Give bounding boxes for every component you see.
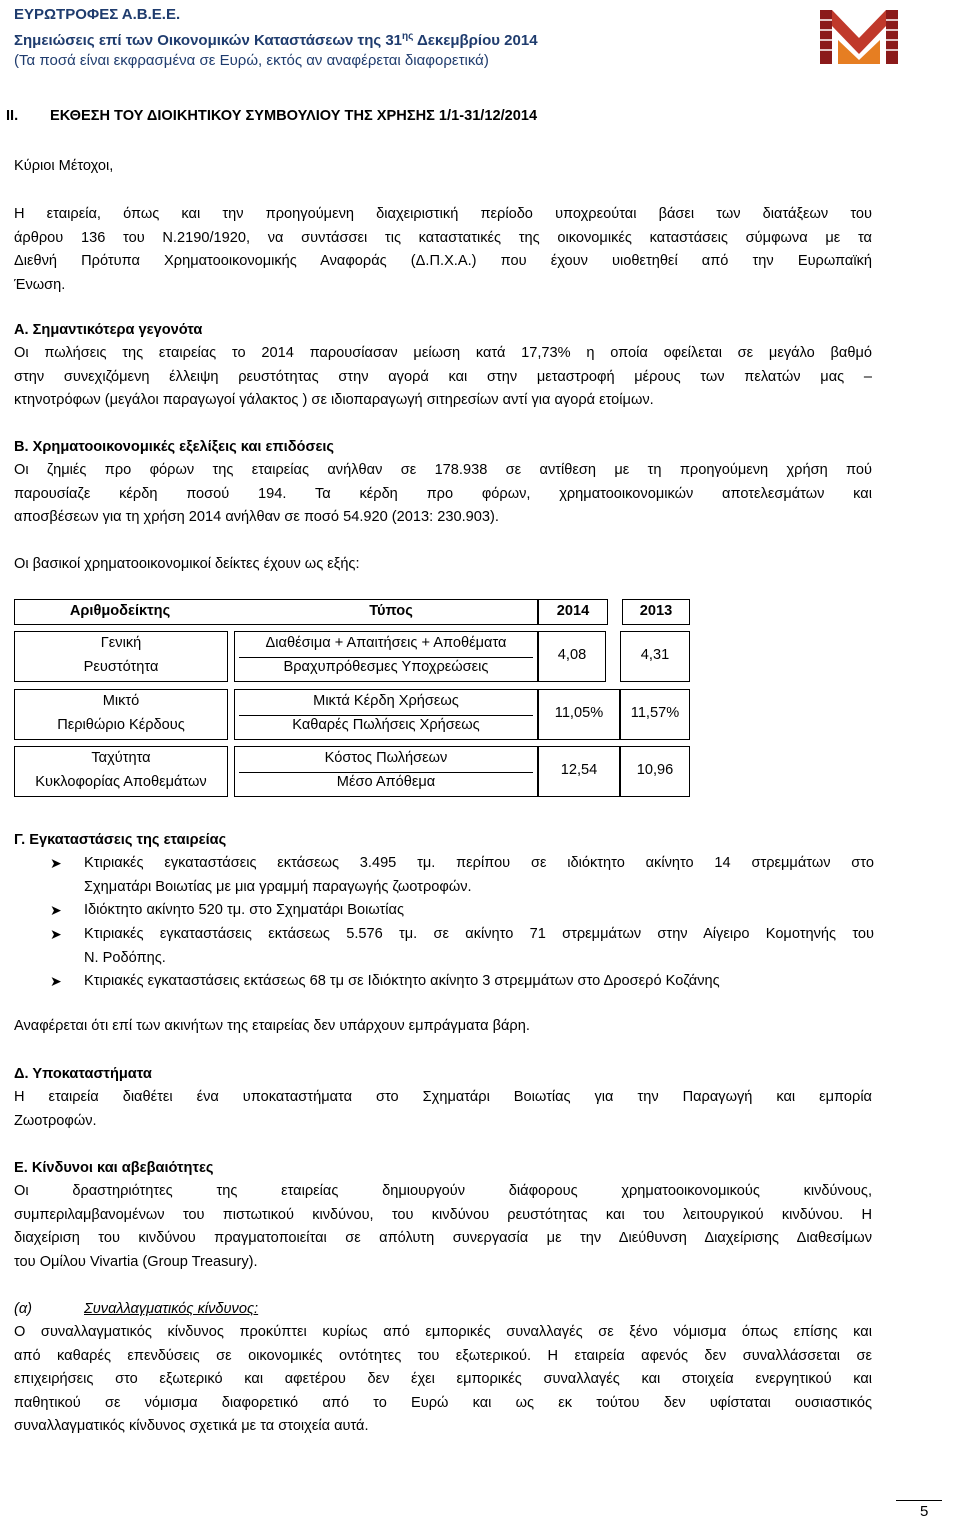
header-2013-cell: [622, 599, 690, 625]
row-value-2013: [620, 746, 690, 797]
list-item-line: Κτιριακές εγκαταστάσεις εκτάσεως 3.495 τμ. περίπου σε ιδιόκτητο ακίνητο 14 στρεμμάτων στο: [84, 855, 874, 871]
section-a-paragraph: [14, 342, 872, 413]
subsection-a-line: επιχειρήσεις στο εξωτερικό και αφετέρου δεν έχει εμπορικές συναλλαγές και στοιχεία ενεργητικού και: [14, 1371, 872, 1387]
formula-numerator: Διαθέσιμα + Απαιτήσεις + Αποθέματα: [265, 635, 507, 651]
intro-line: Διεθνή Πρότυπα Χρηματοοικονομικής Αναφοράς (Δ.Π.Χ.Α.) που έχουν υιοθετηθεί από την Ευρωπαϊκή: [14, 253, 872, 269]
ratios-intro: Οι βασικοί χρηματοοικονομικοί δείκτες έχουν ως εξής:: [14, 556, 360, 572]
arrow-bullet-icon: ➤: [50, 973, 62, 989]
section-e-heading: Ε. Κίνδυνοι και αβεβαιότητες: [14, 1160, 214, 1176]
list-item-line: Κτιριακές εγκαταστάσεις εκτάσεως 5.576 τμ. σε ακίνητο 71 στρεμμάτων στην Αίγειρο Κομοτηνής του: [84, 926, 874, 942]
value-2014: 11,05%: [554, 705, 604, 721]
section-e-paragraph: [14, 1180, 872, 1274]
subsection-a-title: Συναλλαγματικός κίνδυνος:: [84, 1301, 259, 1317]
row-ratio-name: [14, 746, 228, 797]
row-value-2014: [538, 689, 620, 740]
subsection-a-line: παθητικού σε νόμισμα διαφορετικό από το Ευρώ και ως εκ τούτου δεν υφίσταται ουσιαστικός: [14, 1394, 872, 1411]
header-ratio: Αριθμοδείκτης: [69, 603, 171, 619]
section-number: II.: [6, 108, 19, 124]
header-2014: 2014: [556, 603, 590, 619]
ratio-name-line: Περιθώριο Κέρδους: [57, 717, 185, 733]
row-value-2013: [620, 631, 690, 682]
list-item-line: Κτιριακές εγκαταστάσεις εκτάσεως 68 τμ σε Ιδιόκτητο ακίνητο 3 στρεμμάτων στο Δροσερό Κοζάνης: [84, 973, 720, 989]
page-number: 5: [920, 1503, 929, 1520]
formula-numerator: Μικτά Κέρδη Χρήσεως: [313, 693, 459, 709]
section-e-line: διαχείριση του κινδύνου πραγματοποιείται σε απόλυτη συνεργασία με την Διεύθυνση Διαχείρισης Διαθεσίμων: [14, 1230, 872, 1246]
intro-line: άρθρου 136 του Ν.2190/1920, να συντάσσει τις καταστατικές της οικονομικές καταστάσεις σύμφωνα με τα: [14, 229, 872, 246]
value-2014: 4,08: [557, 647, 587, 663]
value-2014: 12,54: [560, 762, 598, 778]
fraction-line: [239, 657, 533, 658]
value-2013: 4,31: [640, 647, 670, 663]
subsection-a-label: (α): [14, 1301, 33, 1317]
formula-denominator: Βραχυπρόθεσμες Υποχρεώσεις: [283, 659, 489, 675]
intro-line: Η εταιρεία, όπως και την προηγούμενη διαχειριστική περίοδο υποχρεούται βάσει των διατάξεων του: [14, 206, 872, 222]
footer-rule: [896, 1500, 942, 1501]
notes-title-post: Δεκεμβρίου 2014: [413, 32, 538, 49]
ratio-name-line: Ρευστότητα: [83, 659, 159, 675]
section-a-line: στην συνεχιζόμενη έλλειψη ρευστότητας στην αγορά και στην μεταστροφή μέρους των πελατών μας –: [14, 368, 872, 385]
intro-paragraph: [14, 203, 872, 297]
list-item-line: Ν. Ροδόπης.: [84, 949, 166, 966]
ratio-name-line: Κυκλοφορίας Αποθεμάτων: [35, 774, 207, 790]
formula-denominator: Μέσο Απόθεμα: [336, 774, 436, 790]
facilities-list: [0, 852, 960, 992]
fraction-line: [239, 715, 533, 716]
formula-numerator: Κόστος Πωλήσεων: [324, 750, 448, 766]
section-a-heading: Α. Σημαντικότερα γεγονότα: [14, 322, 203, 338]
fraction-line: [239, 772, 533, 773]
encumbrance-note: Αναφέρεται ότι επί των ακινήτων της εταιρείας δεν υπάρχουν εμπράγματα βάρη.: [14, 1018, 530, 1034]
ratio-name-line: Γενική: [100, 635, 142, 651]
section-b-paragraph: [14, 459, 872, 530]
company-logo-icon: [818, 6, 900, 68]
section-b-line: Οι ζημιές προ φόρων της εταιρείας ανήλθαν σε 178.938 σε αντίθεση με τη προηγούμενη χρήση πού: [14, 462, 872, 478]
arrow-bullet-icon: ➤: [50, 855, 62, 871]
section-c-heading: Γ. Εγκαταστάσεις της εταιρείας: [14, 832, 227, 848]
section-e-line: του Ομίλου Vivartia (Group Treasury).: [14, 1253, 258, 1270]
value-2013: 10,96: [636, 762, 674, 778]
header-formula: Τύπος: [369, 603, 413, 619]
section-d-line: Ζωοτροφών.: [14, 1112, 97, 1129]
header-2013: 2013: [639, 603, 673, 619]
row-formula: [234, 746, 538, 797]
arrow-bullet-icon: ➤: [50, 926, 62, 942]
value-2013: 11,57%: [630, 705, 680, 721]
greeting: Κύριοι Μέτοχοι,: [14, 158, 114, 174]
section-b-line: αποσβέσεων για τη χρήση 2014 ανήλθαν σε ποσό 54.920 (2013: 230.903).: [14, 509, 499, 525]
list-item-line: Ιδιόκτητο ακίνητο 520 τμ. στο Σχηματάρι Βοιωτίας: [84, 902, 404, 918]
row-value-2013: [620, 689, 690, 740]
row-ratio-name: [14, 689, 228, 740]
section-b-line: παρουσίαζε κέρδη ποσού 194. Τα κέρδη προ φόρων, χρηματοοικονομικών αποτελεσμάτων και: [14, 485, 872, 502]
ratio-name-line: Ταχύτητα: [91, 750, 151, 766]
table-header-row: [14, 599, 538, 625]
list-item-line: Σχηματάρι Βοιωτίας με μια γραμμή παραγωγής ζωοτροφών.: [84, 878, 472, 895]
row-formula: [234, 631, 538, 682]
section-a-line: κτηνοτρόφων (μεγάλοι παραγωγοί γάλακτος ) σε ιδιοπαραγωγή σιτηρεσίων αντί για αγορά ετοίμων.: [14, 392, 654, 408]
header-2014-cell: [538, 599, 608, 625]
company-name: ΕΥΡΩΤΡΟΦΕΣ Α.Β.Ε.Ε.: [14, 6, 181, 23]
ratio-name-line: Μικτό: [102, 693, 140, 709]
section-e-line: συμπεριλαμβανομένων του πιστωτικού κινδύνου, του κινδύνου ρευστότητας και του λειτουργικού κινδύνου. Η: [14, 1206, 872, 1223]
subsection-a-line: από καθαρές επενδύσεις σε οικονομικές οντότητες του εξωτερικού. Η εταιρεία αφενός δεν συναλλάσσεται σε: [14, 1347, 872, 1364]
notes-title-pre: Σημειώσεις επί των Οικονομικών Καταστάσεων της 31: [14, 32, 403, 49]
section-b-heading: Β. Χρηματοοικονομικές εξελίξεις και επιδόσεις: [14, 439, 335, 455]
currency-note: (Τα ποσά είναι εκφρασμένα σε Ευρώ, εκτός αν αναφέρεται διαφορετικά): [14, 52, 489, 69]
subsection-a-paragraph: [14, 1321, 872, 1439]
section-d-heading: Δ. Υποκαταστήματα: [14, 1066, 152, 1082]
formula-denominator: Καθαρές Πωλήσεις Χρήσεως: [292, 717, 480, 733]
section-a-line: Οι πωλήσεις της εταιρείας το 2014 παρουσίασαν μείωση κατά 17,73% η οποία οφείλεται σε μεγάλο βαθμό: [14, 345, 872, 361]
section-title: ΕΚΘΕΣΗ ΤΟΥ ΔΙΟΙΚΗΤΙΚΟΥ ΣΥΜΒΟΥΛΙΟΥ ΤΗΣ ΧΡΗΣΗΣ 1/1-31/12/2014: [50, 108, 538, 124]
intro-line: Ένωση.: [14, 276, 66, 293]
row-value-2014: [538, 746, 620, 797]
row-formula: [234, 689, 538, 740]
section-d-line: Η εταιρεία διαθέτει ένα υποκαταστήματα στο Σχηματάρι Βοιωτίας για την Παραγωγή και εμπορία: [14, 1089, 872, 1105]
row-ratio-name: [14, 631, 228, 682]
notes-title: [14, 26, 538, 52]
subsection-a-line: συναλλαγματικός κίνδυνος σχετικά με τα στοιχεία αυτά.: [14, 1418, 369, 1434]
section-e-line: Οι δραστηριότητες της εταιρείας δημιουργούν διάφορους χρηματοοικονομικούς κινδύνους,: [14, 1183, 872, 1199]
row-value-2014: [538, 631, 606, 682]
arrow-bullet-icon: ➤: [50, 902, 62, 918]
subsection-a-line: Ο συναλλαγματικός κίνδυνος προκύπτει κυρίως από εμπορικές συναλλαγές σε ξένο νόμισμα όπως επίσης και: [14, 1324, 872, 1340]
notes-title-sup: ης: [402, 31, 414, 42]
section-d-paragraph: [14, 1086, 872, 1133]
